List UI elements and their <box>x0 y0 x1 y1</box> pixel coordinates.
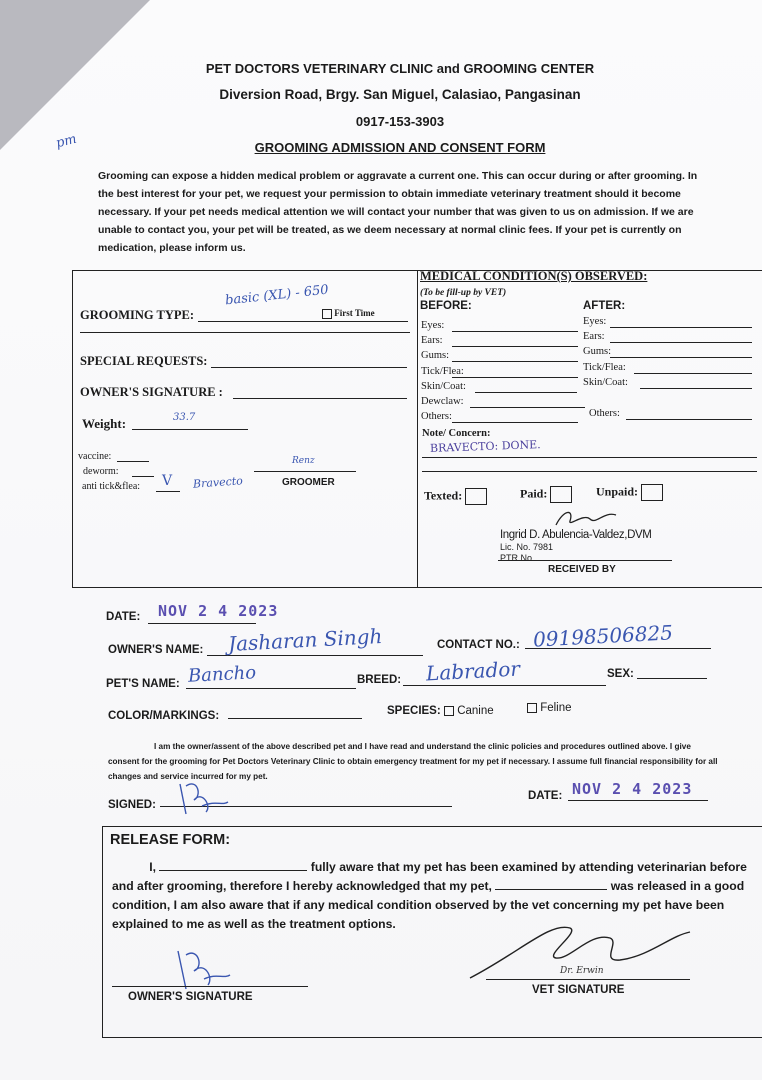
antitick-line[interactable] <box>156 491 180 492</box>
owner-name-label: OWNER'S NAME: <box>108 644 204 656</box>
owner-signature-scribble <box>172 776 232 820</box>
before-item-0: Eyes: <box>421 320 445 331</box>
texted-label: Texted: <box>424 488 463 503</box>
corner-note: pm <box>54 131 79 152</box>
after-item-5: Others: <box>589 408 620 419</box>
signed-label: SIGNED: <box>108 799 156 811</box>
before-item-line-3[interactable] <box>452 377 578 378</box>
owner-signature-label: OWNER'S SIGNATURE : <box>80 385 223 399</box>
antitick-label: anti tick&flea: <box>82 481 141 492</box>
before-item-5: Dewclaw: <box>421 396 464 407</box>
antitick-value[interactable]: Bravecto <box>192 474 244 491</box>
pet-name-line <box>186 688 356 689</box>
intro-paragraph: Grooming can expose a hidden medical problem or aggravate a current one. This can occur during or after grooming. In the best interest for your pet, we request your permission to obtain immediate veterinary treatment should it become necessary. If your pet needs medical attention we will contact your number that was given to us on admission. If we are unable to contact you, your pet will be treated, as we deem necessary at normal clinic fees. If your pet is currently on medication, please inform us. <box>98 170 698 254</box>
date-label: DATE: <box>106 611 141 623</box>
feline-option[interactable] <box>527 702 572 714</box>
first-time-checkbox[interactable] <box>322 309 332 319</box>
canine-label: Canine <box>457 705 494 717</box>
sex-line[interactable] <box>637 678 707 679</box>
texted-option[interactable] <box>424 488 487 505</box>
contact-label: CONTACT NO.: <box>437 639 520 651</box>
clinic-address: Diversion Road, Brgy. San Miguel, Calasiao, Pangasinan <box>219 87 581 102</box>
release-vet-signature-scribble <box>460 912 700 992</box>
after-item-2: Gums: <box>583 346 612 357</box>
groomer-line <box>254 471 356 472</box>
before-item-3: Tick/Flea: <box>421 365 464 377</box>
paid-option[interactable] <box>520 486 572 503</box>
weight-line <box>132 429 248 430</box>
release-vet-signature-line[interactable] <box>486 979 690 980</box>
consent-paragraph: I am the owner/assent of the above described pet and I have read and understand the clinic policies and procedures outlined above. I give consent for the grooming for Pet Doctors Veterinary Clinic to obtain emergency treatment for my pet if necessary. I assume full financial responsibility for all changes and service incurred for my pet. <box>108 742 718 781</box>
release-vet-signature-label: VET SIGNATURE <box>532 984 625 996</box>
grooming-extra-line <box>80 332 410 333</box>
special-requests-label: SPECIAL REQUESTS: <box>80 354 208 368</box>
pet-name-label: PET'S NAME: <box>106 678 180 690</box>
breed-label: BREED: <box>357 674 402 686</box>
vaccine-label: vaccine: <box>78 451 112 462</box>
unpaid-option[interactable] <box>596 484 663 501</box>
deworm-line[interactable] <box>132 476 154 477</box>
after-item-3: Tick/Flea: <box>583 362 626 373</box>
color-label: COLOR/MARKINGS: <box>108 710 220 722</box>
release-owner-blank[interactable] <box>159 858 307 871</box>
vet-signature-scribble <box>550 505 620 531</box>
form-title: GROOMING ADMISSION AND CONSENT FORM <box>254 140 546 155</box>
received-by-line <box>498 560 672 561</box>
after-item-line-0[interactable] <box>610 327 752 328</box>
after-item-line-2[interactable] <box>610 357 752 358</box>
date-line <box>148 623 256 624</box>
clinic-name: PET DOCTORS VETERINARY CLINIC and GROOMING CENTER <box>205 61 595 76</box>
note-line-2 <box>422 471 757 472</box>
owner-signature-line[interactable] <box>233 398 407 399</box>
release-owner-signature-scribble <box>170 945 234 995</box>
after-item-line-3[interactable] <box>634 373 752 374</box>
paid-label: Paid: <box>520 486 548 501</box>
weight-label: Weight: <box>82 416 127 431</box>
release-vet-sig-note: Dr. Erwin <box>560 966 604 976</box>
after-item-4: Skin/Coat: <box>583 377 628 388</box>
paid-checkbox[interactable] <box>550 486 572 503</box>
note-line-1 <box>422 457 757 458</box>
weight-value[interactable]: 33.7 <box>173 412 196 423</box>
after-item-0: Eyes: <box>583 316 607 327</box>
canine-checkbox[interactable] <box>444 706 454 716</box>
clinic-phone: 0917-153-3903 <box>355 114 445 129</box>
feline-label: Feline <box>540 702 572 714</box>
after-item-line-1[interactable] <box>610 342 752 343</box>
color-line[interactable] <box>228 718 362 719</box>
first-time-label: First Time <box>334 308 375 318</box>
first-time-option[interactable] <box>322 308 375 319</box>
before-item-line-0[interactable] <box>452 331 578 332</box>
note-value[interactable]: BRAVECTO: DONE. <box>429 438 541 455</box>
vet-name: Ingrid D. Abulencia-Valdez,DVM <box>500 529 652 541</box>
before-item-line-5[interactable] <box>470 407 585 408</box>
texted-checkbox[interactable] <box>465 488 487 505</box>
received-by-label: RECEIVED BY <box>548 564 616 575</box>
owner-name-value[interactable]: Jasharan Singh <box>227 623 383 657</box>
medical-subtitle: (To be fill-up by VET) <box>420 288 507 298</box>
after-item-line-5[interactable] <box>626 419 752 420</box>
groomer-name: Renz <box>292 456 315 466</box>
release-text-1: fully aware that my pet has been examined by attending veterinarian before and after grooming, therefore I hereby acknowledged that my pet, <box>112 860 747 893</box>
before-item-line-4[interactable] <box>475 392 577 393</box>
signed-date-line <box>568 800 708 801</box>
unpaid-label: Unpaid: <box>596 484 639 499</box>
grooming-type-value[interactable]: basic (XL) - 650 <box>224 282 330 309</box>
date-stamp[interactable]: NOV 2 4 2023 <box>158 602 279 620</box>
special-requests-line[interactable] <box>211 367 407 368</box>
signed-date-label: DATE: <box>528 790 563 802</box>
before-item-line-1[interactable] <box>452 346 578 347</box>
before-item-6: Others: <box>421 411 452 423</box>
unpaid-checkbox[interactable] <box>641 484 663 501</box>
release-owner-signature-line[interactable] <box>112 986 308 987</box>
before-item-1: Ears: <box>421 335 443 347</box>
vet-ptr: PTR No. <box>500 553 535 563</box>
after-item-1: Ears: <box>583 331 605 342</box>
vaccine-line[interactable] <box>117 461 149 462</box>
species-label: SPECIES: <box>387 705 441 717</box>
before-item-4: Skin/Coat: <box>421 380 466 392</box>
release-i-label: I, <box>149 860 156 874</box>
feline-checkbox[interactable] <box>527 703 537 713</box>
release-owner-signature-label: OWNER'S SIGNATURE <box>128 991 253 1003</box>
vet-license: Lic. No. 7981 <box>500 542 554 552</box>
release-title: RELEASE FORM: <box>110 832 231 848</box>
sex-label: SEX: <box>607 668 634 680</box>
grooming-type-line <box>198 321 408 322</box>
release-pet-blank[interactable] <box>495 877 607 890</box>
canine-option[interactable] <box>444 705 494 717</box>
medical-title: MEDICAL CONDITION(S) OBSERVED: <box>420 269 648 283</box>
after-label: AFTER: <box>583 300 626 312</box>
signed-date-stamp[interactable]: NOV 2 4 2023 <box>572 780 693 798</box>
panel-divider <box>417 270 418 588</box>
before-item-line-2[interactable] <box>452 361 578 362</box>
grooming-type-label: GROOMING TYPE: <box>80 308 195 322</box>
before-label: BEFORE: <box>420 300 472 312</box>
breed-value[interactable]: Labrador <box>425 656 521 686</box>
note-label: Note/ Concern: <box>422 428 491 439</box>
contact-value[interactable]: 09198506825 <box>532 620 674 652</box>
deworm-label: deworm: <box>83 466 119 477</box>
breed-line <box>403 685 606 686</box>
groomer-label: GROOMER <box>282 477 335 488</box>
release-text-2: was released in a good condition, I am also aware that if any medical condition observed by the vet concerning my pet have been explained to me as well as the treatment options. <box>112 879 745 931</box>
before-item-2: Gums: <box>421 350 450 362</box>
after-item-line-4[interactable] <box>640 388 752 389</box>
before-item-line-6[interactable] <box>452 422 578 423</box>
pet-name-value[interactable]: Bancho <box>187 662 257 687</box>
antitick-check-mark: V <box>162 473 173 489</box>
